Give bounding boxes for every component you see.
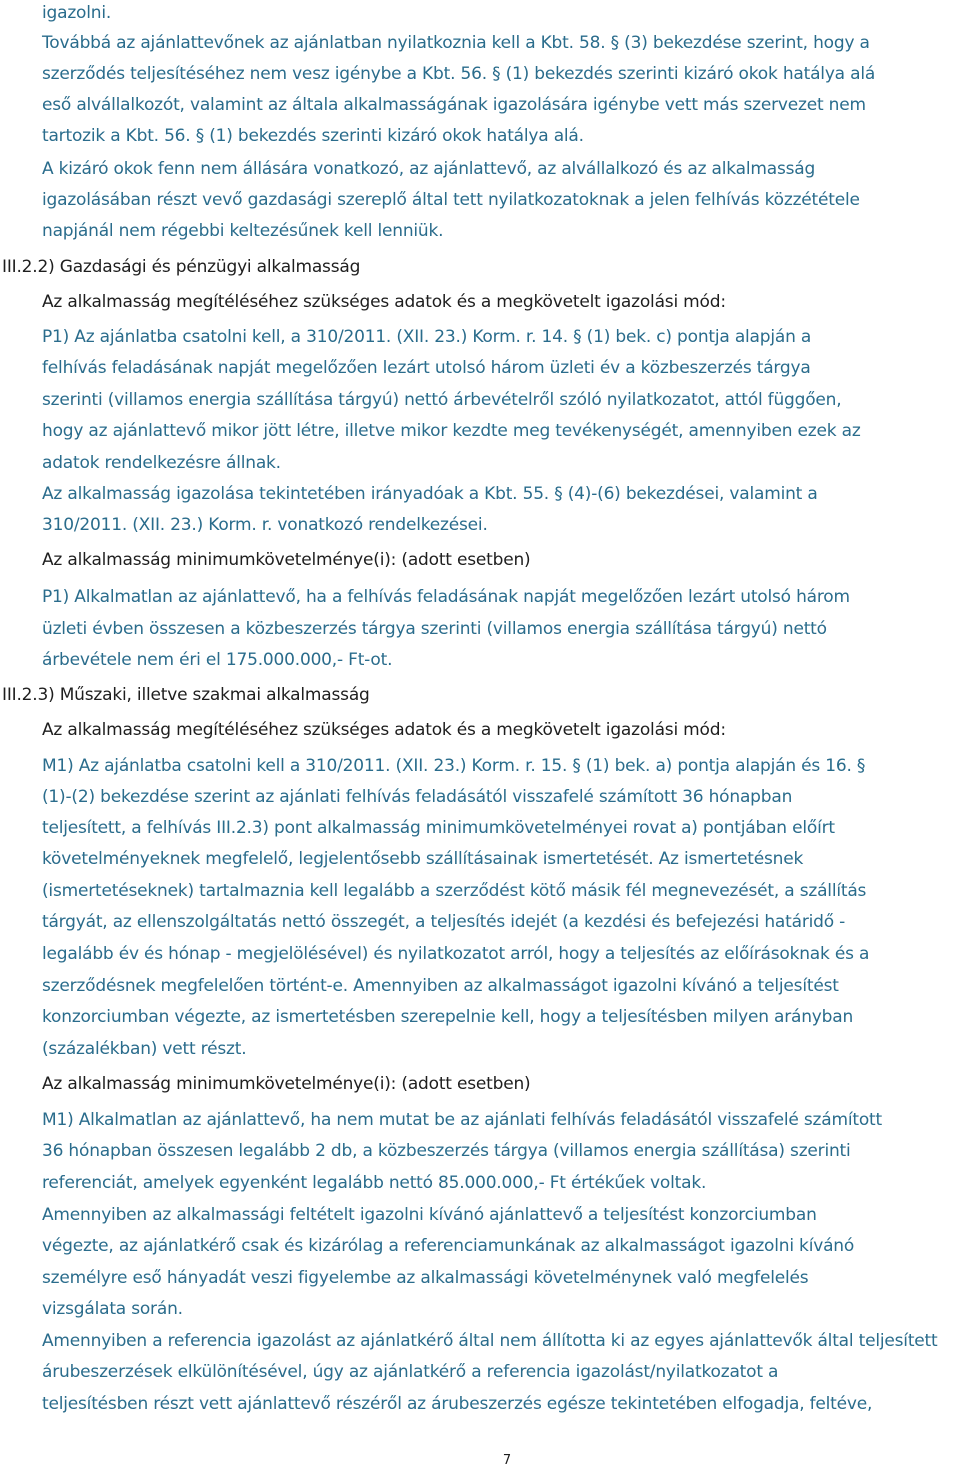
- text-line: vizsgálata során.: [42, 1299, 183, 1319]
- text-line: árubeszerzések elkülönítésével, úgy az ajánlatkérő a referencia igazolást/nyilatkozatot a: [42, 1362, 779, 1382]
- text-line: követelményeknek megfelelő, legjelentősebb szállításainak ismertetését. Az ismertetésnek: [42, 849, 804, 869]
- text-line: eső alvállalkozót, valamint az általa alkalmasságának igazolására igénybe vett más szervezet nem: [42, 95, 866, 115]
- subheading: Az alkalmasság minimumkövetelménye(i): (adott esetben): [42, 550, 531, 570]
- text-line: igazolni.: [42, 3, 112, 23]
- text-line: igazolásában részt vevő gazdasági szereplő által tett nyilatkozatoknak a jelen felhívás közzététele: [42, 190, 860, 210]
- text-line: napjánál nem régebbi keltezésűnek kell lenniük.: [42, 221, 444, 241]
- text-line: 310/2011. (XII. 23.) Korm. r. vonatkozó rendelkezései.: [42, 515, 488, 535]
- text-line: üzleti évben összesen a közbeszerzés tárgya szerinti (villamos energia szállítása tárgyú) nettó: [42, 619, 827, 639]
- text-line: szerződés teljesítéséhez nem vesz igénybe a Kbt. 56. § (1) bekezdés szerinti kizáró okok hatálya alá: [42, 64, 876, 84]
- text-line: Az alkalmasság igazolása tekintetében irányadóak a Kbt. 55. § (4)-(6) bekezdései, valamint a: [42, 484, 818, 504]
- text-line: teljesített, a felhívás III.2.3) pont alkalmasság minimumkövetelményei rovat a) pontjában előírt: [42, 818, 835, 838]
- text-line: tartozik a Kbt. 56. § (1) bekezdés szerinti kizáró okok hatálya alá.: [42, 126, 584, 146]
- text-line: Továbbá az ajánlattevőnek az ajánlatban nyilatkoznia kell a Kbt. 58. § (3) bekezdése szerint, hogy a: [42, 33, 870, 53]
- text-line: (1)-(2) bekezdése szerint az ajánlati felhívás feladásától visszafelé számított 36 hónapban: [42, 787, 793, 807]
- text-line: (ismertetéseknek) tartalmaznia kell legalább a szerződést kötő másik fél megnevezését, a szállítás: [42, 881, 867, 901]
- text-line: szerződésnek megfelelően történt-e. Amennyiben az alkalmasságot igazolni kívánó a teljesítést: [42, 976, 839, 996]
- text-line: szerinti (villamos energia szállítása tárgyú) nettó árbevételről szóló nyilatkozatot, attól függően,: [42, 390, 842, 410]
- text-line: legalább év és hónap - megjelölésével) és nyilatkozatot arról, hogy a teljesítés az előírásoknak és a: [42, 944, 870, 964]
- text-line: felhívás feladásának napját megelőzően lezárt utolsó három üzleti év a közbeszerzés tárgya: [42, 358, 811, 378]
- text-line: személyre eső hányadát veszi figyelembe az alkalmassági követelménynek való megfelelés: [42, 1268, 809, 1288]
- text-line: Amennyiben az alkalmassági feltételt igazolni kívánó ajánlattevő a teljesítést konzorciumban: [42, 1205, 817, 1225]
- text-line: teljesítésben részt vett ajánlattevő részéről az árubeszerzés egésze tekintetében elfogadja, feltéve,: [42, 1394, 873, 1414]
- page-number: 7: [502, 1453, 512, 1468]
- text-line: P1) Alkalmatlan az ajánlattevő, ha a felhívás feladásának napját megelőzően lezárt utolsó három: [42, 587, 850, 607]
- text-line: 36 hónapban összesen legalább 2 db, a közbeszerzés tárgya (villamos energia szállítása) szerinti: [42, 1141, 851, 1161]
- text-line: M1) Alkalmatlan az ajánlattevő, ha nem mutat be az ajánlati felhívás feladásától visszafelé számított: [42, 1110, 882, 1130]
- text-line: A kizáró okok fenn nem állására vonatkozó, az ajánlattevő, az alvállalkozó és az alkalmasság: [42, 159, 816, 179]
- section-heading: III.2.2) Gazdasági és pénzügyi alkalmasság: [2, 257, 361, 277]
- text-line: M1) Az ajánlatba csatolni kell a 310/2011. (XII. 23.) Korm. r. 15. § (1) bek. a) pontja alapján és 16. §: [42, 756, 866, 776]
- text-line: hogy az ajánlattevő mikor jött létre, illetve mikor kezdte meg tevékenységét, amennyiben ezek az: [42, 421, 861, 441]
- text-line: konzorciumban végezte, az ismertetésben szerepelnie kell, hogy a teljesítésben milyen arányban: [42, 1007, 854, 1027]
- section-heading: III.2.3) Műszaki, illetve szakmai alkalmasság: [2, 685, 370, 705]
- text-line: P1) Az ajánlatba csatolni kell, a 310/2011. (XII. 23.) Korm. r. 14. § (1) bek. c) pontja alapján a: [42, 327, 812, 347]
- subheading: Az alkalmasság megítéléséhez szükséges adatok és a megkövetelt igazolási mód:: [42, 720, 726, 740]
- text-line: referenciát, amelyek egyenként legalább nettó 85.000.000,- Ft értékűek voltak.: [42, 1173, 707, 1193]
- text-line: tárgyát, az ellenszolgáltatás nettó összegét, a teljesítés idejét (a kezdési és befejezési határidő -: [42, 912, 846, 932]
- text-line: adatok rendelkezésre állnak.: [42, 453, 281, 473]
- text-line: árbevétele nem éri el 175.000.000,- Ft-ot.: [42, 650, 393, 670]
- subheading: Az alkalmasság minimumkövetelménye(i): (adott esetben): [42, 1074, 531, 1094]
- text-line: (százalékban) vett részt.: [42, 1039, 247, 1059]
- text-line: végezte, az ajánlatkérő csak és kizárólag a referenciamunkának az alkalmasságot igazolni kívánó: [42, 1236, 855, 1256]
- subheading: Az alkalmasság megítéléséhez szükséges adatok és a megkövetelt igazolási mód:: [42, 292, 726, 312]
- text-line: Amennyiben a referencia igazolást az ajánlatkérő által nem állította ki az egyes ajánlattevők által teljesített: [42, 1331, 938, 1351]
